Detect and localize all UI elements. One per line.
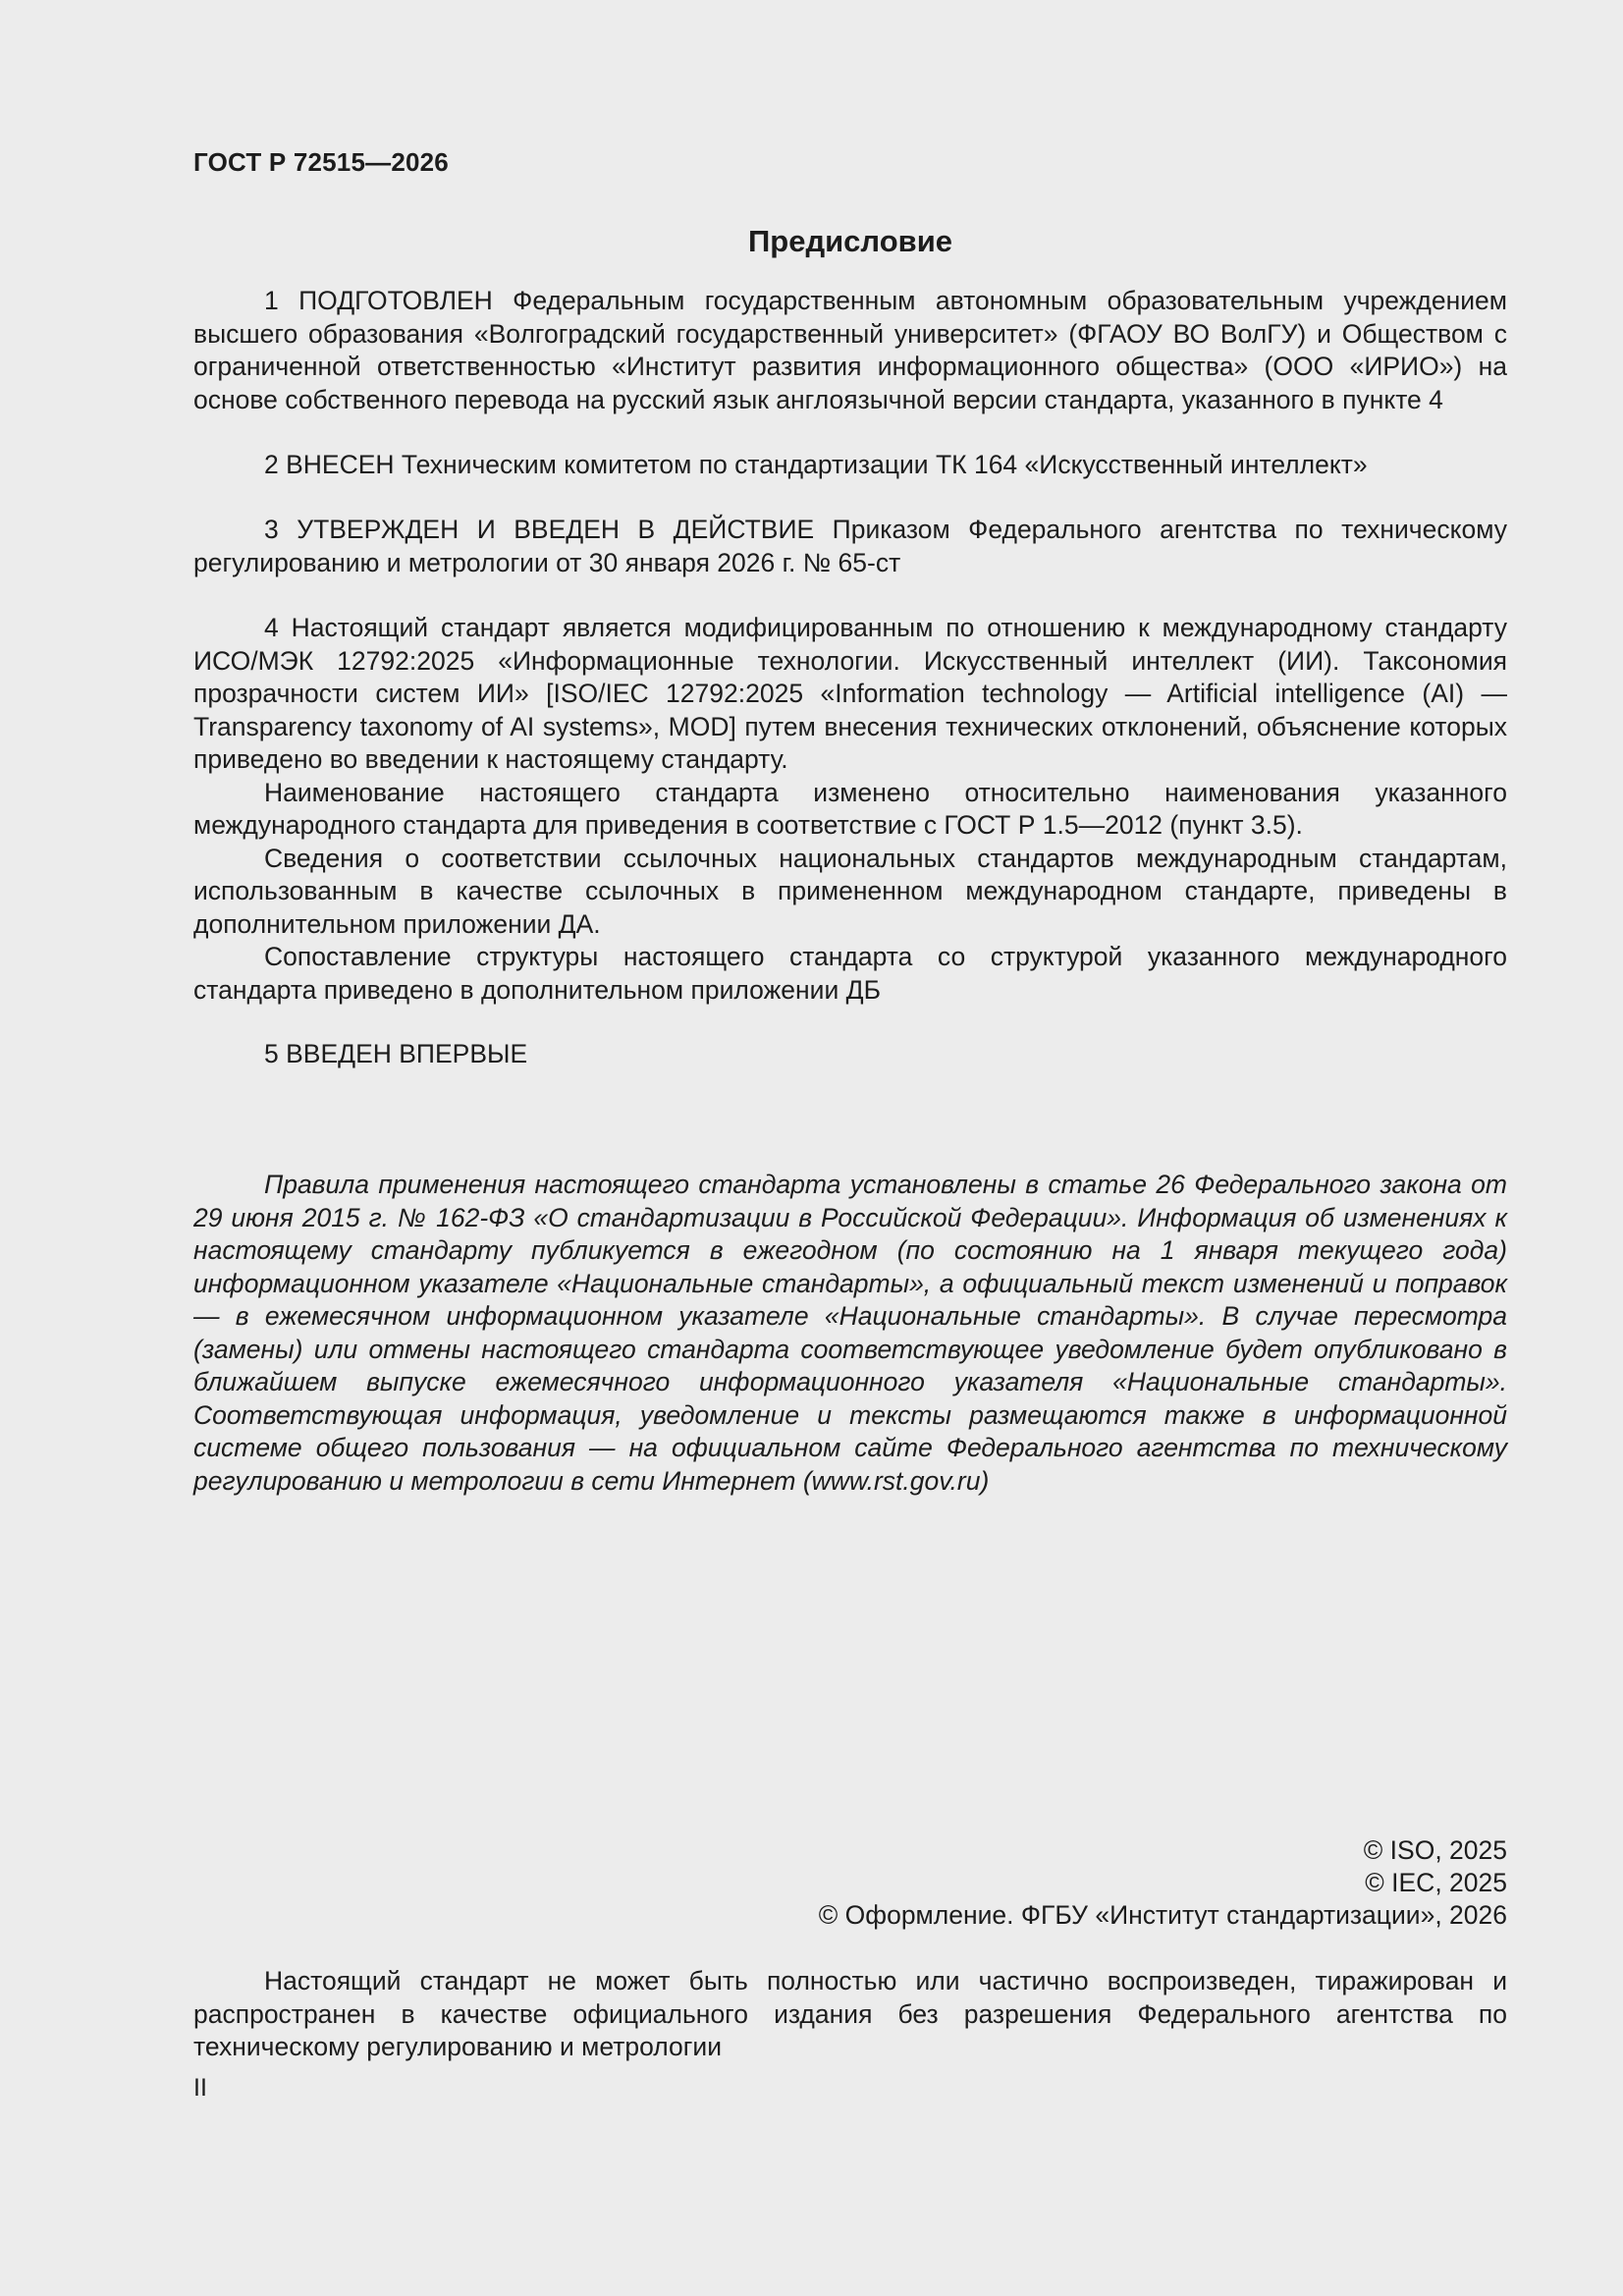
copyright-line: © ISO, 2025 [1363, 1835, 1507, 1865]
section-4-paragraph: Сопоставление структуры настоящего стандарта со структурой указанного международного стандарта приведено в дополнительном приложении ДБ [193, 942, 1507, 1005]
page-number: II [193, 2074, 207, 2102]
copyright-line: © Оформление. ФГБУ «Институт стандартизации», 2026 [818, 1900, 1507, 1930]
copyright-block [193, 1834, 1507, 1932]
section-5 [193, 1038, 1507, 1071]
section-4-paragraph: Наименование настоящего стандарта изменено относительно наименования указанного международного стандарта для приведения в соответствие с ГОСТ Р 1.5—2012 (пункт 3.5). [193, 777, 1507, 840]
section-1 [193, 285, 1507, 416]
application-rules-paragraph: Правила применения настоящего стандарта установлены в статье 26 Федерального закона от 29 июня 2015 г. № 162-ФЗ «О стандартизации в Российской Федерации». Информация об изменениях к настоящему стандарту публикуется в ежегодном (по состоянию на 1 января текущего года) информационном указателе «Национальные стандарты», а официальный текст изменений и поправок — в ежемесячном информационном указателе «Национальные стандарты». В случае пересмотра (замены) или отмены настоящего стандарта соответствующее уведомление будет опубликовано в ближайшем выпуске ежемесячного информационного указателя «Национальные стандарты». Соответствующая информация, уведомление и тексты размещаются также в информационной системе общего пользования — на официальном сайте Федерального агентства по техническому регулированию и метрологии в сети Интернет (www.rst.gov.ru) [193, 1170, 1507, 1496]
copyright-line: © IEC, 2025 [1365, 1868, 1507, 1897]
section-3-paragraph: 3 УТВЕРЖДЕН И ВВЕДЕН В ДЕЙСТВИЕ Приказом Федерального агентства по техническому регулированию и метрологии от 30 января 2026 г. № 65-ст [193, 515, 1507, 577]
reproduction-notice [193, 1965, 1507, 2064]
section-4-paragraph: Сведения о соответствии ссылочных национальных стандартов международным стандартам, использованным в качестве ссылочных в примененном международном стандарте, приведены в дополнительном приложении ДА. [193, 843, 1507, 939]
section-4-paragraph: 4 Настоящий стандарт является модифицированным по отношению к международному стандарту ИСО/МЭК 12792:2025 «Информационные технологии. Искусственный интеллект (ИИ). Таксономия прозрачности систем ИИ» [ISO/IEC 12792:2025 «Information technology — Artificial intelligence (AI) — Transparency taxonomy of AI systems», MOD] путем внесения технических отклонений, объяснение которых приведено во введении к настоящему стандарту. [193, 613, 1507, 774]
section-4 [193, 612, 1507, 1007]
section-5-paragraph: 5 ВВЕДЕН ВПЕРВЫЕ [264, 1039, 528, 1068]
section-1-paragraph: 1 ПОДГОТОВЛЕН Федеральным государственным автономным образовательным учреждением высшего образования «Волгоградский государственный университет» (ФГАОУ ВО ВолГУ) и Обществом с ограниченной ответственностью «Институт развития информационного общества» (ООО «ИРИО») на основе собственного перевода на русский язык англоязычной версии стандарта, указанного в пункте 4 [193, 286, 1507, 414]
application-rules [193, 1169, 1507, 1498]
section-2 [193, 449, 1507, 482]
document-code: ГОСТ Р 72515—2026 [193, 147, 449, 177]
section-2-paragraph: 2 ВНЕСЕН Техническим комитетом по стандартизации ТК 164 «Искусственный интеллект» [264, 450, 1368, 479]
document-page [193, 0, 1507, 2296]
section-3 [193, 514, 1507, 579]
reproduction-notice-paragraph: Настоящий стандарт не может быть полностью или частично воспроизведен, тиражирован и распространен в качестве официального издания без разрешения Федерального агентства по техническому регулированию и метрологии [193, 1966, 1507, 2061]
page-title: Предисловие [747, 224, 952, 258]
